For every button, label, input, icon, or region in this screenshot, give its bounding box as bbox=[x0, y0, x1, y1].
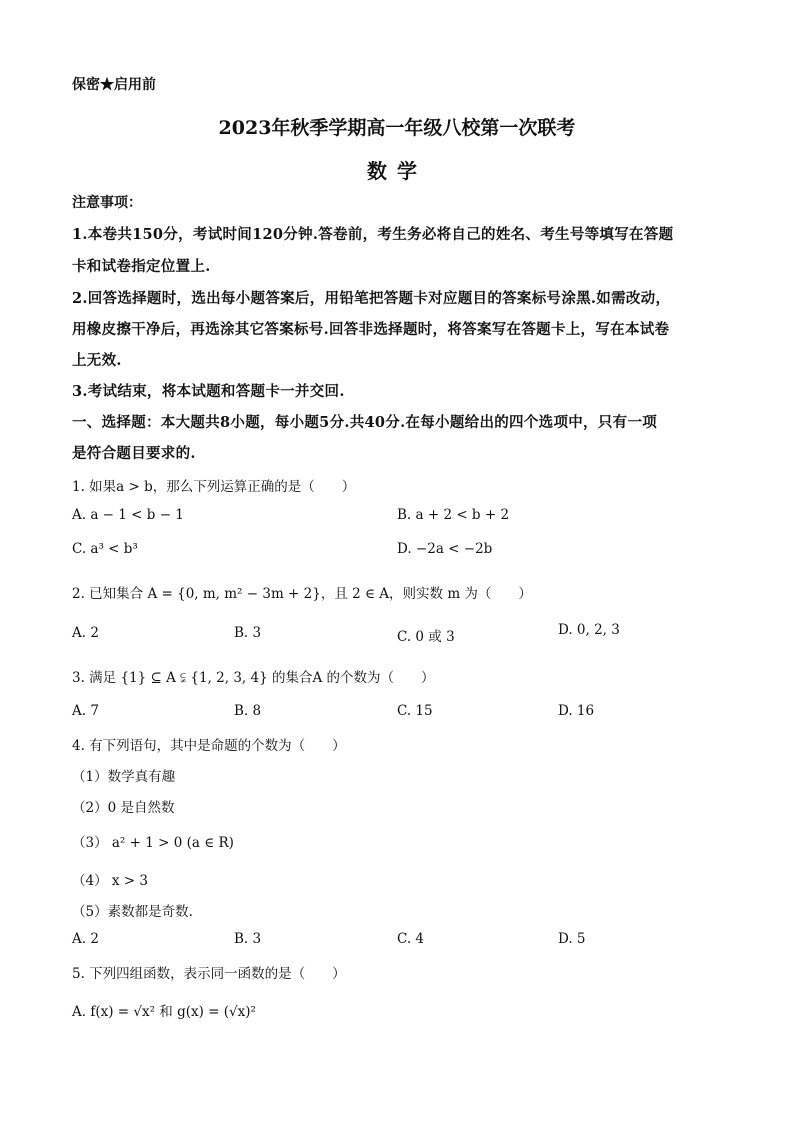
subject-title: 数学 bbox=[367, 159, 427, 183]
question-2-stem: 2. 已知集合 A = {0, m, m² − 3m + 2}，且 2 ∈ A，则实数 m 为（ ） bbox=[72, 586, 532, 602]
question-1-stem: 1. 如果a > b，那么下列运算正确的是（ ） bbox=[72, 479, 356, 495]
question-2-option-d: D. 0, 2, 3 bbox=[558, 622, 620, 638]
question-1-option-c: C. a³ < b³ bbox=[72, 541, 138, 557]
question-4-option-b: B. 3 bbox=[234, 931, 262, 947]
question-1-option-a: A. a − 1 < b − 1 bbox=[72, 507, 184, 523]
question-4-item: （3） a² + 1 > 0 (a ∈ R) bbox=[72, 835, 234, 851]
question-4-option-c: C. 4 bbox=[397, 931, 425, 947]
question-3-option-b: B. 8 bbox=[234, 703, 262, 719]
notice-line: 2.回答选择题时，选出每小题答案后，用铅笔把答题卡对应题目的答案标号涂黑.如需改动， bbox=[72, 290, 671, 307]
notice-line: 卡和试卷指定位置上. bbox=[72, 258, 211, 275]
section-heading: 一、选择题：本大题共8小题，每小题5分.共40分.在每小题给出的四个选项中，只有一项 bbox=[72, 414, 658, 431]
notice-line: 3.考试结束，将本试题和答题卡一并交回. bbox=[72, 383, 345, 400]
question-1-option-d: D. −2a < −2b bbox=[397, 541, 493, 557]
question-1-option-b: B. a + 2 < b + 2 bbox=[397, 507, 510, 523]
question-4-item: （1）数学真有趣 bbox=[72, 769, 176, 785]
notice-line: 用橡皮擦干净后，再选涂其它答案标号.回答非选择题时，将答案写在答题卡上，写在本试卷 bbox=[72, 321, 670, 338]
question-2-option-a: A. 2 bbox=[72, 625, 99, 641]
confidential-label: 保密★启用前 bbox=[72, 77, 156, 93]
question-2-option-b: B. 3 bbox=[234, 625, 262, 641]
question-4-stem: 4. 有下列语句，其中是命题的个数为（ ） bbox=[72, 738, 346, 754]
exam-title: 2023年秋季学期高一年级八校第一次联考 bbox=[218, 117, 576, 139]
question-3-option-d: D. 16 bbox=[558, 703, 595, 719]
question-4-item: （5）素数都是奇数. bbox=[72, 904, 193, 920]
section-heading-cont: 是符合题目要求的. bbox=[72, 445, 196, 462]
question-4-option-d: D. 5 bbox=[558, 931, 586, 947]
question-4-item: （4） x > 3 bbox=[72, 873, 148, 889]
question-5-option-a: A. f(x) = √x² 和 g(x) = (√x)² bbox=[72, 1004, 256, 1020]
question-5-stem: 5. 下列四组函数，表示同一函数的是（ ） bbox=[72, 966, 346, 982]
question-3-option-a: A. 7 bbox=[72, 703, 99, 719]
question-3-stem: 3. 满足 {1} ⊆ A ⫋ {1, 2, 3, 4} 的集合A 的个数为（ ） bbox=[72, 670, 435, 686]
notice-line: 上无效. bbox=[72, 352, 122, 369]
question-4-option-a: A. 2 bbox=[72, 931, 99, 947]
question-3-option-c: C. 15 bbox=[397, 703, 433, 719]
question-4-item: （2）0 是自然数 bbox=[72, 800, 175, 816]
notice-heading: 注意事项： bbox=[72, 195, 142, 211]
notice-line: 1.本卷共150分，考试时间120分钟.答卷前，考生务必将自己的姓名、考生号等填写在答题 bbox=[72, 226, 674, 243]
question-2-option-c: C. 0 或 3 bbox=[397, 629, 455, 645]
